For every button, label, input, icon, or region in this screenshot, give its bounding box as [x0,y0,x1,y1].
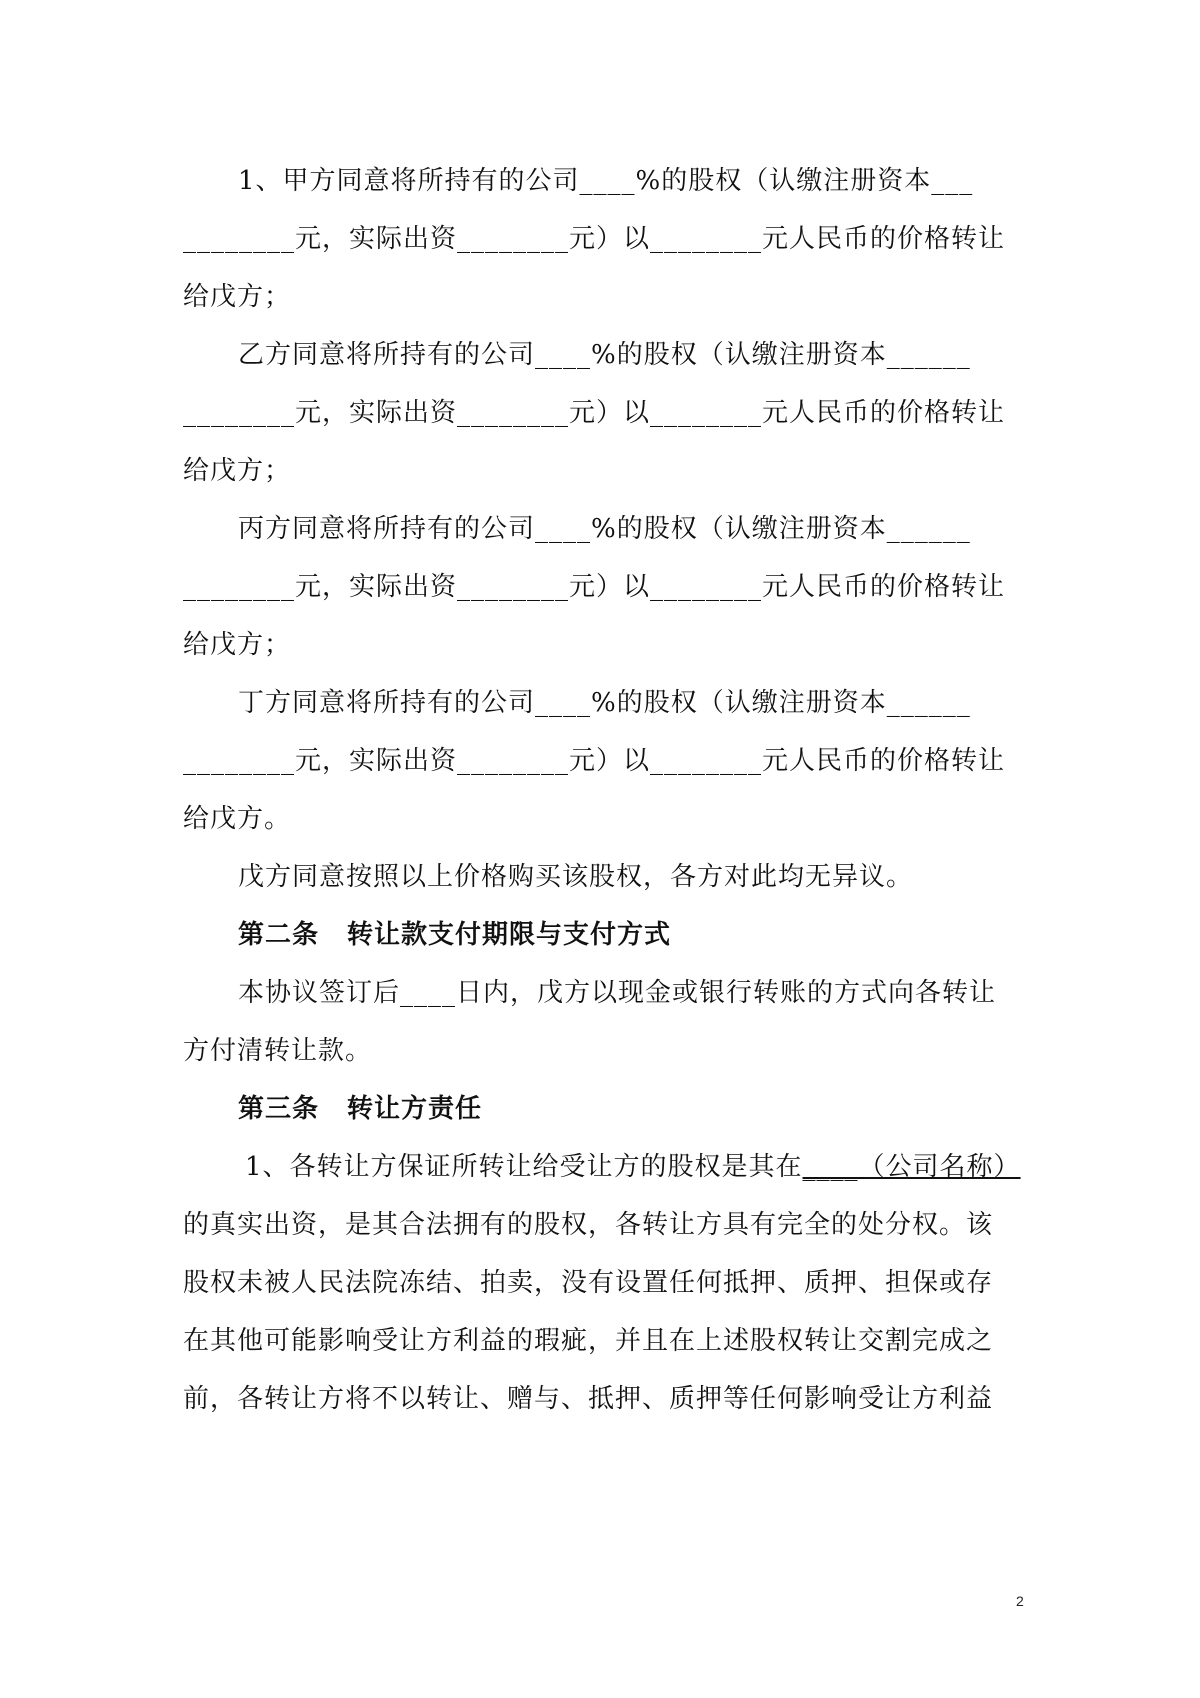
article-2-line-2: 方付清转让款。 [183,1036,373,1066]
clause-yi-line-2: ________元，实际出资________元）以________元人民币的价格转让 [183,398,1006,428]
clause-yi-line-3: 给戊方； [183,456,292,486]
article-3-line-1-text: 1、各转让方保证所转让给受让方的股权是其在 [245,1152,803,1182]
article-3-title: 转让方责任 [347,1094,483,1124]
clause-wu-agreement: 戊方同意按照以上价格购买该股权，各方对此均无异议。 [238,862,914,892]
clause-ding-line-1: 丁方同意将所持有的公司____%的股权（认缴注册资本______ [238,688,971,718]
article-3-line-3: 股权未被人民法院冻结、拍卖，没有设置任何抵押、质押、担保或存 [183,1268,994,1298]
article-3-heading [183,1080,1033,1138]
clause-ding-line-3: 给戊方。 [183,804,292,834]
company-name-blank: ____（公司名称） [802,1152,1021,1182]
article-3-line-2: 的真实出资，是其合法拥有的股权，各转让方具有完全的处分权。该 [183,1210,994,1240]
clause-bing-line-3: 给戊方； [183,630,292,660]
article-3-number: 第三条 [238,1094,320,1124]
article-3-line-1 [183,1138,1033,1196]
article-2-heading [183,906,1033,964]
article-2-number: 第二条 [238,920,320,950]
page-number: 2 [1016,1593,1024,1609]
clause-yi-line-1: 乙方同意将所持有的公司____%的股权（认缴注册资本______ [238,340,971,370]
clause-bing-line-1: 丙方同意将所持有的公司____%的股权（认缴注册资本______ [238,514,971,544]
document-body [183,152,1033,1428]
clause-1-jia-line-2: ________元，实际出资________元）以________元人民币的价格转让 [183,224,1006,254]
clause-bing-line-2: ________元，实际出资________元）以________元人民币的价格转让 [183,572,1006,602]
article-3-line-5: 前，各转让方将不以转让、赠与、抵押、质押等任何影响受让方利益 [183,1384,994,1414]
article-2-line-1: 本协议签订后____日内，戊方以现金或银行转账的方式向各转让 [238,978,997,1008]
clause-1-jia-line-3: 给戊方； [183,282,292,312]
clause-1-jia-line-1: 1、甲方同意将所持有的公司____%的股权（认缴注册资本___ [238,166,974,196]
article-3-line-4: 在其他可能影响受让方利益的瑕疵，并且在上述股权转让交割完成之 [183,1326,994,1356]
article-2-title: 转让款支付期限与支付方式 [347,920,672,950]
clause-ding-line-2: ________元，实际出资________元）以________元人民币的价格转让 [183,746,1006,776]
